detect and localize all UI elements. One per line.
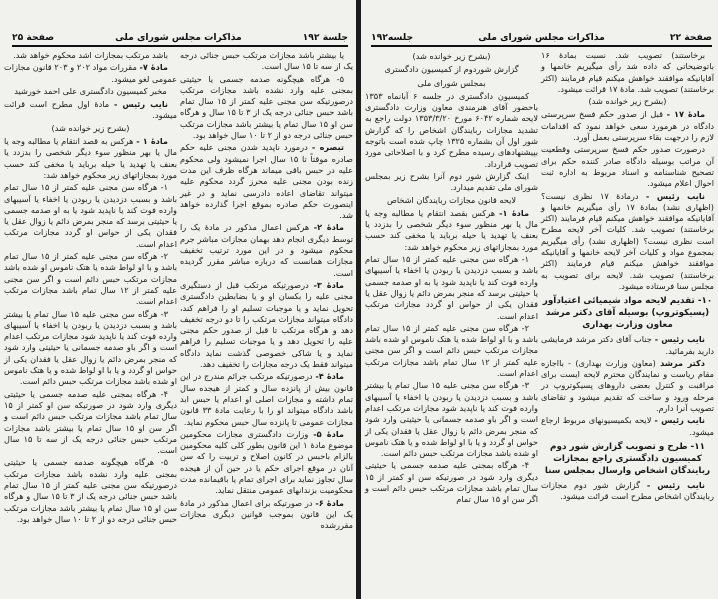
paragraph-lead: نایب رئیس - bbox=[654, 415, 705, 426]
paragraph bbox=[4, 99, 177, 122]
centered-line bbox=[541, 96, 714, 107]
paragraph-text: کمیسیون دادگستری در جلسه ۶ آبانماه ۱۳۵۳ باحضور آقای هنرمندی معاون وزارت دادگستری لایحه شماره ۶۰۴۲ مورخ ۱۳۵۳/۳/۲۰ دولت راجع به تشدید مجازات ربایندگان اشخاص را که گزارش شور اول آن بشماره ۱۳۲۵ چاپ شده است باتوجه بپیشنهادهای رسیده مطرح کرد و با اصلاحاتی مورد تصویب قرارداد. bbox=[365, 90, 538, 169]
centered-line bbox=[365, 51, 538, 62]
paragraph bbox=[365, 208, 538, 253]
paragraph-lead: مادهٔ ۲- bbox=[313, 222, 344, 233]
paragraph-text: ۵- هرگاه هیچگونه صدمه جسمی یا حیثیتی بمجنی علیه وارد نشده باشد مجازات مرتکب درصورتیکه سن مجنی علیه کمتر از ۱۵ سال تمام باشد حبس جنائی درجه یک از ۳ تا ۱۵ سال و هرگاه سن او ۱۵ سال تمام یا بیشتر باشد مجازات مرتکب حبس جنائی درجه دو از ۲ تا ۱۰ سال خواهد بود. bbox=[180, 73, 354, 141]
paragraph bbox=[4, 136, 177, 181]
paragraph-lead: مادهٔ ۵- bbox=[313, 428, 344, 439]
paragraph bbox=[541, 191, 714, 293]
centered-line bbox=[365, 78, 538, 89]
paragraph-text: یا بیشتر باشد مجازات مرتکب حبس جنائی درجه یک از سه تا ۱۵ سال است. bbox=[180, 50, 353, 72]
paragraph bbox=[180, 498, 353, 532]
paragraph-text: گزارش شوردوم از کمیسیون دادگستری bbox=[384, 64, 519, 75]
paragraph-text: (بشرح زیر خوانده شد) bbox=[412, 51, 491, 61]
paragraph bbox=[180, 280, 353, 370]
paragraph-text: اینک گزارش شور دوم آنرا بشرح زیر بمجلس شورای ملی تقدیم میدارد. bbox=[365, 170, 538, 193]
paragraph-text: جناب آقای دکتر مرشد فرمایشی دارید بفرمائید. bbox=[541, 334, 714, 356]
paragraph-lead: مادهٔ ۷- bbox=[139, 62, 168, 73]
paragraph-lead: مادهٔ ۱- bbox=[499, 207, 530, 218]
paragraph-text: هرکس بقصد انتقام یا مطالبه وجه یا مال یا بهر منظور سوء دیگر شخصی را بدزدد یا بعنف یا تهدید یا حیله برباید یا مخفی کند حسب مورد بمجازاتهای زیر محکوم خواهد شد: bbox=[365, 207, 538, 252]
paragraph-lead: مادهٔ ۱ - bbox=[136, 136, 169, 147]
paragraph-text: وزارت دادگستری مجازات محکومین موضوع مادهٔ ۱ این قانون بطور کلی کلیه محکومین بالزام باحبس در کانون اصلاح و تربیت را که سن آنان در موقع اجرای حکم یا در حین آن از هیجده سال تجاوز نماید برای اجرای تمام یا باقیمانده مدت محکومیت بزندانهای عمومی منتقل نماید. bbox=[180, 428, 353, 496]
paragraph-text: لایحه بکمیسیونهای مربوط ارجاع میشود. bbox=[541, 415, 714, 437]
centered-line bbox=[365, 195, 538, 206]
centered-line bbox=[4, 86, 177, 97]
paragraph-lead: مادهٔ ۶- bbox=[315, 497, 344, 508]
paragraph bbox=[541, 480, 714, 503]
paragraph-text: باشد مرتکب بمجازات اشد محکوم خواهد شد. bbox=[13, 50, 168, 60]
paragraph-lead: نایب رئیس - bbox=[646, 479, 705, 490]
paragraph-text: گزارش شور دوم مجازات ربایندگان اشخاص مطرح است قرائت میشود. bbox=[541, 479, 714, 502]
paragraph-text: درصورت صدور حکم فسخ سرپرستی وقطعیت آن مراتب بوسیله دادگاه صادر کننده حکم برای تصحیح شناسنامه و اسناد مربوط به اداره ثبت احوال اعلام میشود. bbox=[541, 144, 714, 189]
paragraph-text: ۳- هرگاه سن مجنی علیه ۱۵ سال تمام یا بیشتر باشد و بسبب دزدیدن یا ربودن یا اخفاء یا آسیبهای وارده فوت کند یا ناپدید شود مجازات مرتکب اعدام است و اگر باو صدمه جسمانی یا حیثیتی وارد شود که منجر بمرض دائم یا زوال عقل یا فقدان یکی از حواس او گردد و یا با او لواط شده و یا هتک ناموس او شده باشد مجازات مرتکب حبس دائم است. bbox=[4, 308, 177, 387]
paragraph-text: (بشرح زیر خوانده شد) bbox=[588, 96, 667, 107]
paragraph-text: برخاستند) تصویب شد. نسبت بمادهٔ ۱۶ باتوضیحاتی که داده شد رأی میگیریم خانمها و آقایانیکه موافقند خواهش میکنم قیام فرمایند (اکثر برخاستند) تصویب شد. مادهٔ ۱۷ قرائت میشود. bbox=[541, 50, 714, 94]
right-page bbox=[361, 0, 718, 599]
paragraph bbox=[4, 389, 177, 457]
paragraph-text: درصورتیکه مرتکب قبل از دستگیری مجنی علیه را بکسان او و یا بضابطین دادگستری تحویل نماید و یا موجبات تسلیم او را فراهم کند، دادگاه میتواند مجازات مرتکب را تا دو درجه تخفیف دهد و هرگاه مرتکب تا قبل از صدور حکم مجنی علیه را تحویل دهد و یا موجبات تسلیم را فراهم نماید و یا شاکی خصوصی گذشت نماید دادگاه میتواند فقط یک درجه مجازات را تخفیف دهد. bbox=[180, 279, 353, 370]
centered-line bbox=[365, 64, 538, 75]
session-number: جلسة ۱۹۲ bbox=[302, 32, 348, 43]
section-heading bbox=[541, 295, 714, 331]
paragraph bbox=[365, 380, 538, 459]
page-number: صفحة ۲۵ bbox=[12, 32, 55, 43]
paragraph bbox=[4, 309, 177, 388]
paragraph-text: قبل از صدور حکم فسخ سرپرستی دادگاه در هرمورد سعی خواهد نمود که اقدامات لازم را درجهت بقاء سرپرستی بعمل آورد. bbox=[541, 109, 714, 143]
paragraph-text: ۲- هرگاه سن مجنی علیه کمتر از ۱۵ سال تمام باشد و با او لواط شده یا هتک ناموس او شده باشد مجازات مرتکب حبس دائم است و اگر سن مجنی علیه کمتر از ۱۲ سال تمام باشد مجازات مرتکب اعدام است. bbox=[365, 322, 538, 379]
text-column bbox=[4, 50, 177, 526]
paragraph bbox=[365, 254, 538, 322]
paragraph bbox=[365, 323, 538, 379]
paragraph-lead: مادهٔ ۳- bbox=[313, 279, 344, 290]
paragraph bbox=[365, 460, 538, 505]
paragraph bbox=[180, 429, 353, 497]
paragraph-text: ۱- هرگاه سن مجنی علیه کمتر از ۱۵ سال تمام باشد و بسبب دزدیدن یا ربودن یا اخفاء یا آسیبهای وارده فوت کند یا ناپدید شود یا به او صدمه جسمی یا حیثیتی برسد که منجر بمرض دائم یا زوال عقل یا فقدان یکی از حواس او گردد مجازات مرتکب اعدام است. bbox=[4, 182, 177, 249]
paragraph bbox=[541, 109, 714, 143]
page-header bbox=[371, 30, 712, 47]
text-column bbox=[365, 50, 538, 507]
page-number: صفحة ۲۲ bbox=[669, 32, 712, 43]
paragraph-text: مقررات مواد ۲۰۲ و ۲۰۳ قانون مجازات عمومی لغو میشود. bbox=[4, 62, 177, 84]
paragraph-text: درمادهٔ ۱۷ نظری نیست؟ (اظهاری نشد) بمادهٔ ۱۷ رأی میگیریم خانمها و آقایانیکه موافقند خواهش میکنم قیام فرمایند (اکثر برخاستند) تصویب شد. کلیات آخر لایحه مطرح است نظری نیست؟ (اظهاری نشد) رأی میگیریم بمجموع مواد و کلیات آخر لایحه خانمها و آقایانیکه موافقند خواهش میکنم قیام فرمایند (اکثر برخاستند) تصویب شد. لایحه برای تصویب به مجلس سنا فرستاده میشود. bbox=[541, 190, 714, 291]
paragraph-text: هرکس به قصد انتقام یا مطالبه وجه یا مال یا بهر منظور سوء دیگر شخصی را بدزدد یا بعنف یا تهدید یا حیله برباید یا مخفی کند حسب مورد بمجازاتهای زیر محکوم خواهد شد: bbox=[4, 136, 177, 180]
text-column bbox=[180, 50, 353, 532]
paragraph-text: ۳- هرگاه سن مجنی علیه ۱۵ سال تمام یا بیشتر باشد و بسبب دزدیدن یا ربودن یا اخفاء یا آسیبهای وارده فوت کند یا ناپدید شود مجازات مرتکب اعدام است و اگر باو صدمه جسمانی یا حیثیتی وارد شود که منجر بمرض دائم یا زوال عقل یا فقدان یکی از حواس او گردد و یا با او لواط شده و یا هتک ناموس او شده باشد مجازات مرتکب حبس دائم است. bbox=[365, 380, 538, 459]
session-number: جلسه۱۹۲ bbox=[371, 32, 414, 43]
paragraph bbox=[180, 74, 353, 142]
text-column bbox=[541, 50, 714, 504]
section-heading bbox=[541, 441, 714, 477]
paragraph bbox=[4, 50, 177, 61]
paragraph-lead: مادهٔ ۱۷ - bbox=[666, 109, 706, 120]
paragraph-lead: نایب رئیس - bbox=[113, 99, 168, 110]
paragraph-text: بمجلس شورای ملی bbox=[417, 77, 486, 88]
paragraph bbox=[180, 50, 353, 73]
paragraph bbox=[180, 371, 353, 427]
paragraph bbox=[4, 62, 177, 85]
paragraph-text: درمورد ناپدید شدن مجنی علیه حکم صادره موقتاً تا ۱۵ سال اجرا نمیشود ولی محکوم علیه در حبس باقی میماند هرگاه ظرف این مدت زنده بودن مجنی علیه محرز گردد محکوم علیه میتواند تقاضای اعاده دادرسی نماید و در غیر اینصورت حکم صادره بموقع اجرا گذارده خواهد شد. bbox=[180, 142, 353, 221]
paragraph-text: لایحه قانون مجازات ربایندگان اشخاص bbox=[386, 194, 517, 205]
paragraph bbox=[365, 91, 538, 170]
paragraph-text: در صورتیکه برای اعمال مذکور در مادهٔ یک این قانون بموجب قوانین دیگری مجازات مقررشده bbox=[180, 497, 353, 531]
paragraph-text: (بشرح زیر خوانده شد) bbox=[51, 122, 130, 133]
page-header bbox=[12, 30, 348, 47]
paragraph-text: مادهٔ اول مطرح است قرائت میشود. bbox=[4, 99, 177, 121]
paragraph bbox=[541, 144, 714, 189]
paragraph-lead: نایب رئیس - bbox=[645, 190, 705, 201]
paragraph-text: (معاون وزارت بهداری) - بااجازه مقام ریاست و نمایندگان محترم لایحه ایست برای مراقبت و کنترل بعضی داروهای پسیکوتروپ در مرحله ورود و ساخت که تقدیم میشود و تقاضای تصویب آنرا دارم. bbox=[541, 357, 714, 414]
paragraph bbox=[541, 358, 714, 414]
paragraph-text: ۱۰- تقدیم لایحه مواد شیمیائی اعتیادآور (پسیکوتروپ) بوسیله آقای دکتر مرشد معاون وزارت بهداری bbox=[542, 296, 713, 331]
paragraph bbox=[541, 415, 714, 438]
paragraph bbox=[4, 457, 177, 525]
paragraph-text: ۴- هرگاه بمجنی علیه صدمه جسمی یا حیثیتی دیگری وارد شود در صورتیکه سن او کمتر از ۱۵ سال تمام باشد مجازات مرتکب حبس دائم است و اگر سن او ۱۵ سال تمام bbox=[365, 460, 538, 505]
paragraph-text: ۴- هرگاه بمجنی علیه صدمه جسمی یا حیثیتی دیگری وارد شود در صورتیکه سن او کمتر از ۱۵ سال تمام باشد مجازات مرتکب حبس دائم است و اگر سن او ۱۵ سال تمام یا بیشتر باشد مجازات مرتکب حبس جنائی درجه یک از سه تا ۱۵ سال است. bbox=[4, 388, 178, 456]
header-title: مذاکرات مجلس شورای ملی bbox=[478, 32, 605, 43]
paragraph-text: ۱- هرگاه سن مجنی علیه کمتر از ۱۵ سال تمام باشد و بسبب دزدیدن یا ربودن یا اخفاء یا آسیبهای وارده فوت کند یا ناپدید شود یا به او صدمه جسمی یا حیثیتی برسد که منجر بمرض دائم یا زوال عقل یا فقدان یکی از حواس او گردد مجازات مرتکب اعدام است. bbox=[365, 254, 538, 321]
paragraph bbox=[541, 50, 714, 95]
paragraph-lead: تبصره - bbox=[311, 142, 344, 153]
paragraph-text: هرکس اعمال مذکور در مادهٔ یک را توسط دیگری انجام دهد بهمان مجازات مباشر جرم محکوم میشود و در این مورد ترتیب تخفیف مجازات همانست که درباره مباشر مقرر گردیده است. bbox=[180, 222, 353, 278]
paragraph bbox=[180, 222, 353, 278]
paragraph-lead: دکتر مرشد bbox=[660, 357, 705, 368]
left-page bbox=[0, 0, 356, 599]
paragraph bbox=[180, 142, 353, 221]
paragraph-lead: مادهٔ ۴- bbox=[315, 371, 344, 382]
paragraph-text: ۵- هرگاه هیچگونه صدمه جسمی یا حیثیتی بمجنی علیه وارد نشده باشد مجازات مرتکب درصورتیکه سن مجنی علیه کمتر از ۱۵ سال تمام باشد حبس جنائی درجه یک از ۳ تا ۱۵ سال و هرگاه سن او ۱۵ سال تمام یا بیشتر باشد مجازات مرتکب حبس جنائی درجه دو از ۲ تا ۱۰ سال خواهد بود. bbox=[4, 457, 178, 524]
paragraph-text: ۱۱- طرح و تصویب گزارش شور دوم کمیسیون دادگستری راجع بمجازات ربایندگان اشخاص وارسال بمجلس سنا bbox=[544, 441, 711, 476]
paragraph-lead: نایب رئیس - bbox=[654, 334, 705, 345]
paragraph-text: ۲- هرگاه سن مجنی علیه کمتر از ۱۵ سال تمام باشد و با او لواط شده یا هتک ناموس او شده باشد مجازات مرتکب حبس دائم است و اگر سن مجنی علیه کمتر از ۱۲ سال تمام باشد مجازات مرتکب اعدام است. bbox=[4, 251, 177, 307]
paragraph bbox=[4, 251, 177, 307]
centered-line bbox=[4, 123, 177, 134]
header-title: مذاکرات مجلس شورای ملی bbox=[115, 32, 242, 43]
paragraph-text: درصورتیکه مرتکب جرائم مندرج در این قانون بیش از پانزده سال و کمتر از هیجده سال تمام داشته و مجازات اصلی او اعدام یا حبس ابد باشد دادگاه میتواند او را با رعایت مادهٔ ۳۳ قانون مجازات عمومی تا پانزده سال حبس محکوم نماید. bbox=[180, 371, 353, 427]
paragraph bbox=[541, 334, 714, 357]
paragraph-text: مخبر کمیسیون دادگستری علی احمد خورشید bbox=[14, 85, 167, 96]
paragraph bbox=[4, 182, 177, 250]
paragraph bbox=[365, 171, 538, 194]
